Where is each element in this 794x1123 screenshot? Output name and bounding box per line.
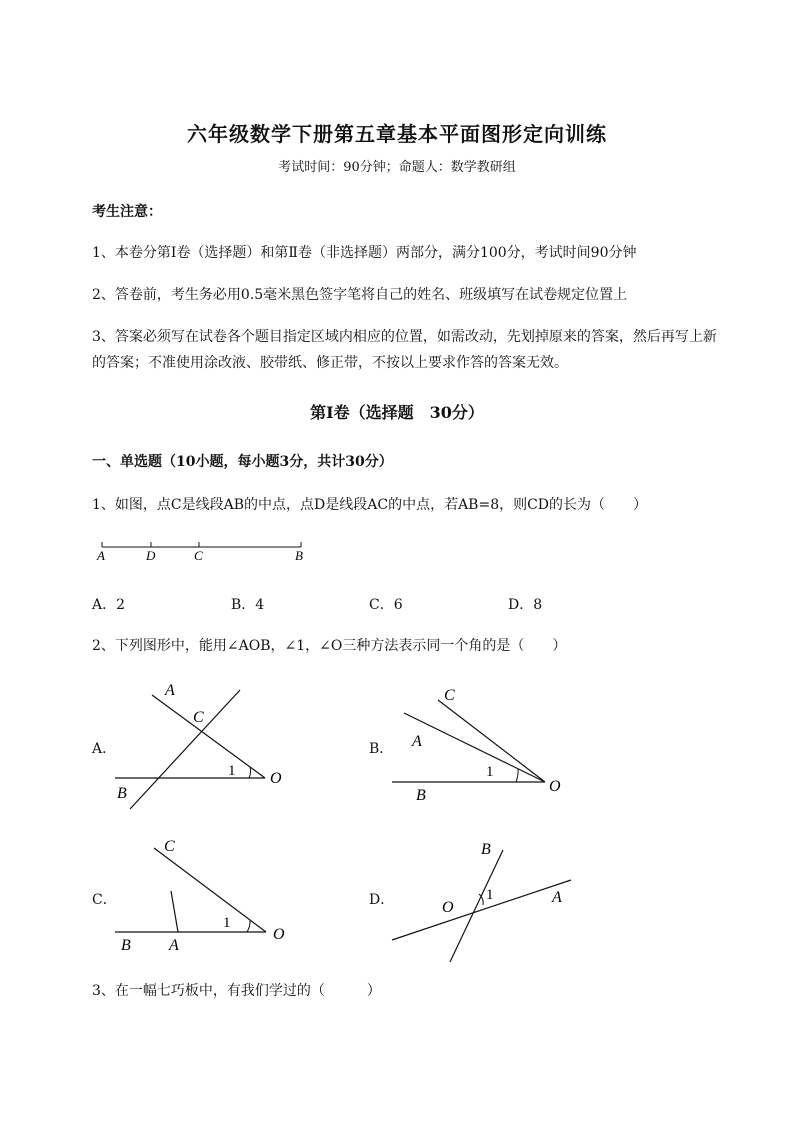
q1-option-a[interactable]: A．2 bbox=[92, 597, 126, 613]
label-o: O bbox=[270, 770, 282, 787]
point-label-b: B bbox=[295, 548, 303, 563]
question-1-text: 1、如图，点C是线段AB的中点，点D是线段AC的中点，若AB=8，则CD的长为（ ） bbox=[92, 497, 648, 513]
q1-option-d[interactable]: D．8 bbox=[508, 597, 543, 613]
angle-arc bbox=[516, 769, 518, 782]
label-o: O bbox=[549, 778, 561, 795]
label-o: O bbox=[273, 926, 285, 943]
q2-figure-a bbox=[110, 676, 300, 816]
label-c: C bbox=[444, 687, 455, 704]
label-b: B bbox=[416, 787, 426, 804]
q2-option-d-label[interactable]: D． bbox=[369, 892, 395, 908]
label-b: B bbox=[481, 841, 491, 858]
label-c: C bbox=[193, 709, 204, 726]
notice-heading: 考生注意： bbox=[92, 204, 162, 220]
label-angle-1: 1 bbox=[486, 887, 494, 903]
q2-option-a-label[interactable]: A． bbox=[92, 741, 117, 757]
q2-option-b-label[interactable]: B． bbox=[369, 741, 394, 757]
exam-info: 考试时间：90分钟；命题人：数学教研组 bbox=[278, 160, 516, 175]
section-title: 第I卷（选择题 30分） bbox=[310, 403, 484, 422]
page-title: 六年级数学下册第五章基本平面图形定向训练 bbox=[187, 122, 607, 146]
label-angle-1: 1 bbox=[228, 763, 236, 779]
angle-arc bbox=[247, 920, 250, 932]
q2-figure-b bbox=[388, 680, 578, 810]
q1-segment-figure bbox=[92, 538, 322, 568]
notice-item-3: 3、答案必须写在试卷各个题目指定区域内相应的位置，如需改动，先划掉原来的答案，然后再写上新 bbox=[92, 329, 717, 345]
point-label-d: D bbox=[146, 548, 156, 563]
point-label-c: C bbox=[194, 548, 203, 563]
ray-oa bbox=[404, 713, 545, 782]
point-label-a: A bbox=[97, 548, 105, 563]
label-a: A bbox=[165, 682, 175, 699]
q2-figure-d bbox=[388, 832, 588, 967]
label-o: O bbox=[442, 899, 454, 916]
q1-option-b[interactable]: B．4 bbox=[231, 597, 265, 613]
segment-a bbox=[171, 891, 178, 932]
part-title: 一、单选题（10小题，每小题3分，共计30分） bbox=[92, 454, 393, 470]
notice-item-3-cont: 的答案；不准使用涂改液、胶带纸、修正带，不按以上要求作答的答案无效。 bbox=[92, 355, 568, 371]
notice-item-1: 1、本卷分第I卷（选择题）和第Ⅱ卷（非选择题）两部分，满分100分，考试时间90分钟 bbox=[92, 245, 637, 261]
label-c: C bbox=[164, 838, 175, 855]
ray-oc bbox=[154, 848, 266, 932]
label-a: A bbox=[412, 733, 422, 750]
question-2-text: 2、下列图形中，能用∠AOB，∠1，∠O三种方法表示同一个角的是（ ） bbox=[92, 638, 567, 654]
label-b: B bbox=[117, 785, 127, 802]
label-b: B bbox=[121, 937, 131, 954]
notice-item-2: 2、答卷前，考生务必用0.5毫米黑色签字笔将自己的姓名、班级填写在试卷规定位置上 bbox=[92, 287, 628, 303]
label-a: A bbox=[169, 937, 179, 954]
q1-option-c[interactable]: C．6 bbox=[369, 597, 403, 613]
label-a: A bbox=[552, 889, 562, 906]
q2-figure-c bbox=[110, 832, 300, 957]
question-3-text: 3、在一幅七巧板中，有我们学过的（ ） bbox=[92, 983, 381, 999]
q2-option-c-label[interactable]: C． bbox=[92, 892, 117, 908]
line-oa bbox=[392, 880, 571, 940]
angle-arc bbox=[249, 767, 251, 778]
label-angle-1: 1 bbox=[486, 764, 494, 780]
label-angle-1: 1 bbox=[223, 915, 231, 931]
transversal-line bbox=[130, 690, 240, 809]
ray-oa bbox=[152, 695, 265, 778]
